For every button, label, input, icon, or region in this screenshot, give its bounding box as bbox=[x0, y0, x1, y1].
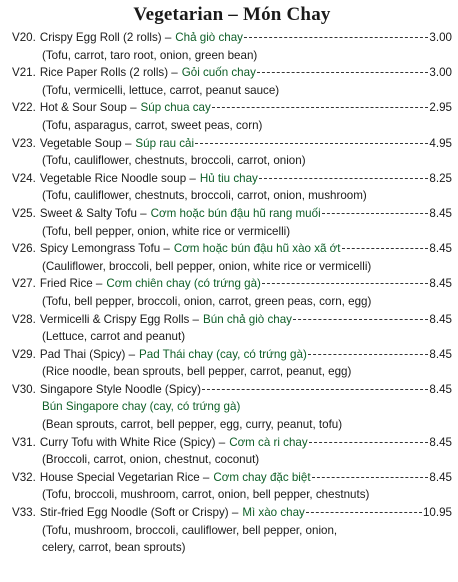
item-code: V31. bbox=[12, 435, 36, 449]
item-description: (Tofu, asparagus, carrot, sweet peas, corn) bbox=[42, 118, 263, 132]
item-description: (Tofu, broccoli, mushroom, carrot, onion, bell pepper, chestnuts) bbox=[42, 488, 370, 502]
item-description: (Bean sprouts, carrot, bell pepper, egg, curry, peanut, tofu) bbox=[42, 418, 343, 432]
menu-item bbox=[12, 469, 452, 504]
menu-item-title-line bbox=[12, 275, 452, 293]
item-code: V26. bbox=[12, 242, 36, 256]
dotted-leader bbox=[308, 354, 429, 355]
item-description: (Rice noodle, bean sprouts, bell pepper, carrot, peanut, egg) bbox=[42, 365, 352, 379]
item-name: Vermicelli & Crispy Egg Rolls – bbox=[39, 312, 200, 326]
item-price: 10.95 bbox=[422, 506, 452, 520]
item-name: Hot & Sour Soup – bbox=[39, 101, 137, 115]
item-name: Sweet & Salty Tofu – bbox=[39, 206, 147, 220]
item-price: 8.45 bbox=[429, 382, 452, 396]
item-price: 8.45 bbox=[429, 277, 452, 291]
item-description: (Tofu, cauliflower, chestnuts, broccoli, carrot, onion) bbox=[42, 154, 306, 168]
menu-item-title-line bbox=[12, 504, 452, 522]
item-vietnamese-name: Cơm chiên chay (có trứng gà) bbox=[106, 277, 261, 291]
item-price: 3.00 bbox=[429, 66, 452, 80]
menu-item-title-line bbox=[12, 99, 452, 117]
menu-item-title-line bbox=[12, 434, 452, 452]
menu-item-title-line bbox=[12, 240, 452, 258]
menu-item-title-line bbox=[12, 381, 452, 399]
item-price: 4.95 bbox=[429, 136, 452, 150]
menu-item-title-line bbox=[12, 29, 452, 47]
dotted-leader bbox=[342, 248, 429, 249]
item-name: House Special Vegetarian Rice – bbox=[39, 470, 210, 484]
menu-item-title-line bbox=[12, 64, 452, 82]
item-vietnamese-name: Súp chua cay bbox=[140, 101, 211, 115]
item-code: V27. bbox=[12, 277, 36, 291]
dotted-leader bbox=[309, 442, 429, 443]
item-vietnamese-name: Gỏi cuốn chay bbox=[181, 66, 256, 80]
menu-item bbox=[12, 434, 452, 469]
dotted-leader bbox=[306, 512, 422, 513]
menu-item bbox=[12, 205, 452, 240]
menu-title: Vegetarian – Món Chay bbox=[133, 4, 331, 25]
item-vietnamese-name: Chả giò chay bbox=[175, 31, 243, 44]
dotted-leader bbox=[322, 213, 429, 214]
item-vietnamese-name: Cơm hoặc bún đậu hũ rang muối bbox=[150, 206, 321, 220]
item-vietnamese-name: Mì xào chay bbox=[242, 506, 305, 520]
item-code: V33. bbox=[12, 506, 36, 520]
item-price: 8.25 bbox=[429, 171, 452, 185]
item-code: V32. bbox=[12, 470, 36, 484]
item-name: Spicy Lemongrass Tofu – bbox=[39, 242, 170, 256]
dotted-leader bbox=[244, 37, 428, 38]
item-name: Curry Tofu with White Rice (Spicy) – bbox=[39, 435, 226, 449]
menu-item-title-line bbox=[12, 170, 452, 188]
item-name: Vegetable Soup – bbox=[39, 136, 132, 150]
item-price: 8.45 bbox=[429, 435, 452, 449]
item-code: V30. bbox=[12, 382, 36, 396]
item-price: 8.45 bbox=[429, 347, 452, 361]
item-code: V23. bbox=[12, 136, 36, 150]
item-code: V22. bbox=[12, 101, 36, 115]
item-name: Crispy Egg Roll (2 rolls) – bbox=[39, 31, 172, 44]
item-name: Fried Rice – bbox=[39, 277, 103, 291]
item-code: V29. bbox=[12, 347, 36, 361]
item-price: 3.00 bbox=[429, 31, 452, 44]
item-description: (Lettuce, carrot and peanut) bbox=[42, 330, 186, 344]
item-price: 2.95 bbox=[429, 101, 452, 115]
item-vietnamese-name: Bún chả giò chay bbox=[203, 312, 292, 326]
item-description: (Tofu, bell pepper, onion, white rice or vermicelli) bbox=[42, 224, 291, 238]
menu-item-title-line bbox=[12, 469, 452, 487]
menu-item-title-line bbox=[12, 135, 452, 153]
item-vietnamese-name: Cơm cà ri chay bbox=[229, 435, 308, 449]
menu-item bbox=[12, 346, 452, 381]
dotted-leader bbox=[257, 72, 429, 73]
item-code: V20. bbox=[12, 31, 36, 44]
item-name: Pad Thai (Spicy) – bbox=[39, 347, 136, 361]
item-vietnamese-name: Cơm hoặc bún đậu hũ xào xã ớt bbox=[173, 242, 341, 256]
item-description: (Tofu, carrot, taro root, onion, green bean) bbox=[42, 48, 258, 62]
menu-item bbox=[12, 275, 452, 310]
menu-item bbox=[12, 311, 452, 346]
menu-item bbox=[12, 504, 452, 557]
item-description: (Tofu, bell pepper, broccoli, onion, carrot, green peas, corn, egg) bbox=[42, 294, 372, 308]
item-description: (Tofu, vermicelli, lettuce, carrot, peanut sauce) bbox=[42, 83, 280, 97]
item-price: 8.45 bbox=[429, 206, 452, 220]
menu-item bbox=[12, 170, 452, 205]
item-description: (Broccoli, carrot, onion, chestnut, coconut) bbox=[42, 453, 260, 467]
item-price: 8.45 bbox=[429, 242, 452, 256]
menu-item-title-line bbox=[12, 346, 452, 364]
item-vietnamese-name: Súp rau cải bbox=[135, 136, 195, 150]
item-code: V25. bbox=[12, 206, 36, 220]
item-description: (Cauliflower, broccoli, bell pepper, onion, white rice or vermicelli) bbox=[42, 259, 372, 273]
dotted-leader bbox=[259, 178, 429, 179]
item-name: Stir-fried Egg Noodle (Soft or Crispy) – bbox=[39, 506, 239, 520]
item-code: V24. bbox=[12, 171, 36, 185]
dotted-leader bbox=[195, 143, 428, 144]
menu-item bbox=[12, 29, 452, 64]
item-price: 8.45 bbox=[429, 470, 452, 484]
dotted-leader bbox=[262, 283, 429, 284]
item-description: (Tofu, cauliflower, chestnuts, broccoli, carrot, onion, mushroom) bbox=[42, 189, 367, 203]
item-price: 8.45 bbox=[429, 312, 452, 326]
dotted-leader bbox=[312, 477, 429, 478]
menu-item bbox=[12, 240, 452, 275]
item-name: Rice Paper Rolls (2 rolls) – bbox=[39, 66, 178, 80]
menu-item bbox=[12, 381, 452, 434]
item-description: celery, carrot, bean sprouts) bbox=[42, 541, 186, 555]
menu-item bbox=[12, 99, 452, 134]
item-name: Singapore Style Noodle (Spicy) bbox=[39, 382, 201, 396]
menu-item-title-line bbox=[12, 311, 452, 329]
item-vietnamese-name: Cơm chay đặc biệt bbox=[213, 470, 311, 484]
menu-item bbox=[12, 64, 452, 99]
item-code: V21. bbox=[12, 66, 36, 80]
item-vietnamese-name: Hủ tiu chay bbox=[199, 171, 258, 185]
item-name: Vegetable Rice Noodle soup – bbox=[39, 171, 196, 185]
menu-item-list bbox=[12, 29, 452, 557]
item-code: V28. bbox=[12, 312, 36, 326]
dotted-leader bbox=[202, 389, 428, 390]
item-vietnamese-name: Bún Singapore chay (cay, có trứng gà) bbox=[42, 400, 241, 414]
dotted-leader bbox=[293, 319, 428, 320]
dotted-leader bbox=[212, 107, 429, 108]
menu-item bbox=[12, 135, 452, 170]
item-description: (Tofu, mushroom, broccoli, cauliflower, bell pepper, onion, bbox=[42, 523, 338, 537]
item-vietnamese-name: Pad Thái chay (cay, có trứng gà) bbox=[139, 347, 307, 361]
menu-item-title-line bbox=[12, 205, 452, 223]
